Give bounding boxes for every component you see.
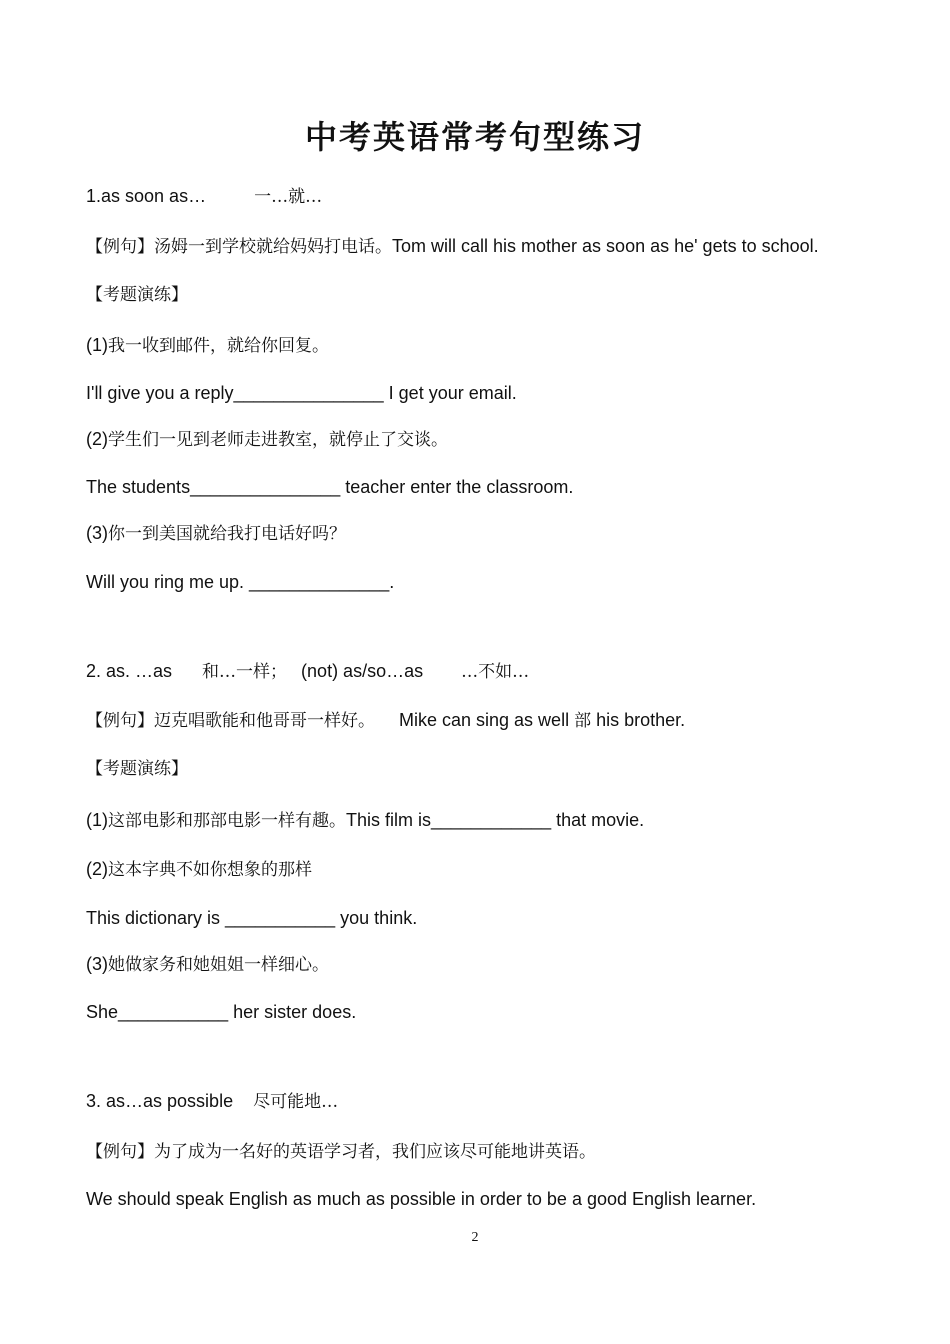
heading-en: 1.as soon as… [86, 186, 207, 206]
example-label: 【例句】 [86, 1142, 154, 1162]
heading-d: …不如… [461, 662, 530, 682]
section-1-q2-en: The students_______________ teacher enter the classroom. [86, 477, 574, 497]
section-2-q2-en: This dictionary is ___________ you think. [86, 908, 418, 928]
example-en-b: 部 [574, 711, 592, 731]
heading-a: 2. as. …as [86, 661, 173, 681]
section-1-q2-cn [86, 427, 448, 452]
section-1-q3-cn [86, 521, 346, 546]
question-number: (3) [86, 954, 108, 974]
example-cn: 为了成为一名好的英语学习者，我们应该尽可能地讲英语。 [154, 1142, 596, 1162]
section-1-heading [86, 184, 322, 209]
example-label: 【例句】 [86, 237, 154, 257]
question-cn: 学生们一见到老师走进教室，就停止了交谈。 [108, 430, 448, 450]
example-en: Tom will call his mother as soon as he' gets to school. [392, 236, 819, 256]
section-1-q1-en: I'll give you a reply_______________ I get your email. [86, 383, 517, 403]
section-1-practice-label: 【考题演练】 [86, 285, 188, 305]
question-number: (1) [86, 810, 108, 830]
question-cn: 这本字典不如你想象的那样 [108, 860, 312, 880]
section-1-example [86, 234, 819, 259]
heading-cn: 尽可能地… [253, 1092, 339, 1112]
section-2-q3-en: She___________ her sister does. [86, 1002, 357, 1022]
section-2-q1 [86, 808, 644, 833]
question-cn: 这部电影和那部电影一样有趣。 [108, 811, 346, 831]
heading-c: (not) as/so…as [301, 661, 424, 681]
question-cn: 她做家务和她姐姐一样细心。 [108, 955, 329, 975]
example-cn: 迈克唱歌能和他哥哥一样好。 [154, 711, 375, 731]
example-label: 【例句】 [86, 711, 154, 731]
example-en-a: Mike can sing as well [399, 710, 575, 730]
page-title: 中考英语常考句型练习 [304, 118, 645, 156]
page-number: 2 [471, 1230, 479, 1245]
question-number: (3) [86, 523, 108, 543]
section-1-q1-cn [86, 333, 329, 358]
section-2-heading [86, 659, 529, 684]
section-2-example [86, 708, 685, 733]
section-1-q3-en: Will you ring me up. ______________. [86, 572, 395, 592]
heading-cn: 一…就… [254, 187, 323, 207]
question-en: This film is____________ that movie. [346, 810, 645, 830]
section-2-q3-cn [86, 952, 329, 977]
question-cn: 你一到美国就给我打电话好吗？ [108, 524, 346, 544]
section-2-q2-cn [86, 857, 312, 882]
question-cn: 我一收到邮件，就给你回复。 [108, 336, 329, 356]
question-number: (1) [86, 335, 108, 355]
heading-en: 3. as…as possible [86, 1091, 234, 1111]
question-number: (2) [86, 429, 108, 449]
example-cn: 汤姆一到学校就给妈妈打电话。 [154, 237, 392, 257]
section-3-example-en: We should speak English as much as possible in order to be a good English learner. [86, 1189, 757, 1209]
example-en-c: his brother. [591, 710, 686, 730]
section-3-heading [86, 1089, 338, 1114]
question-number: (2) [86, 859, 108, 879]
section-3-example-cn [86, 1139, 596, 1164]
heading-b: 和…一样； [202, 662, 288, 682]
section-2-practice-label: 【考题演练】 [86, 759, 188, 779]
